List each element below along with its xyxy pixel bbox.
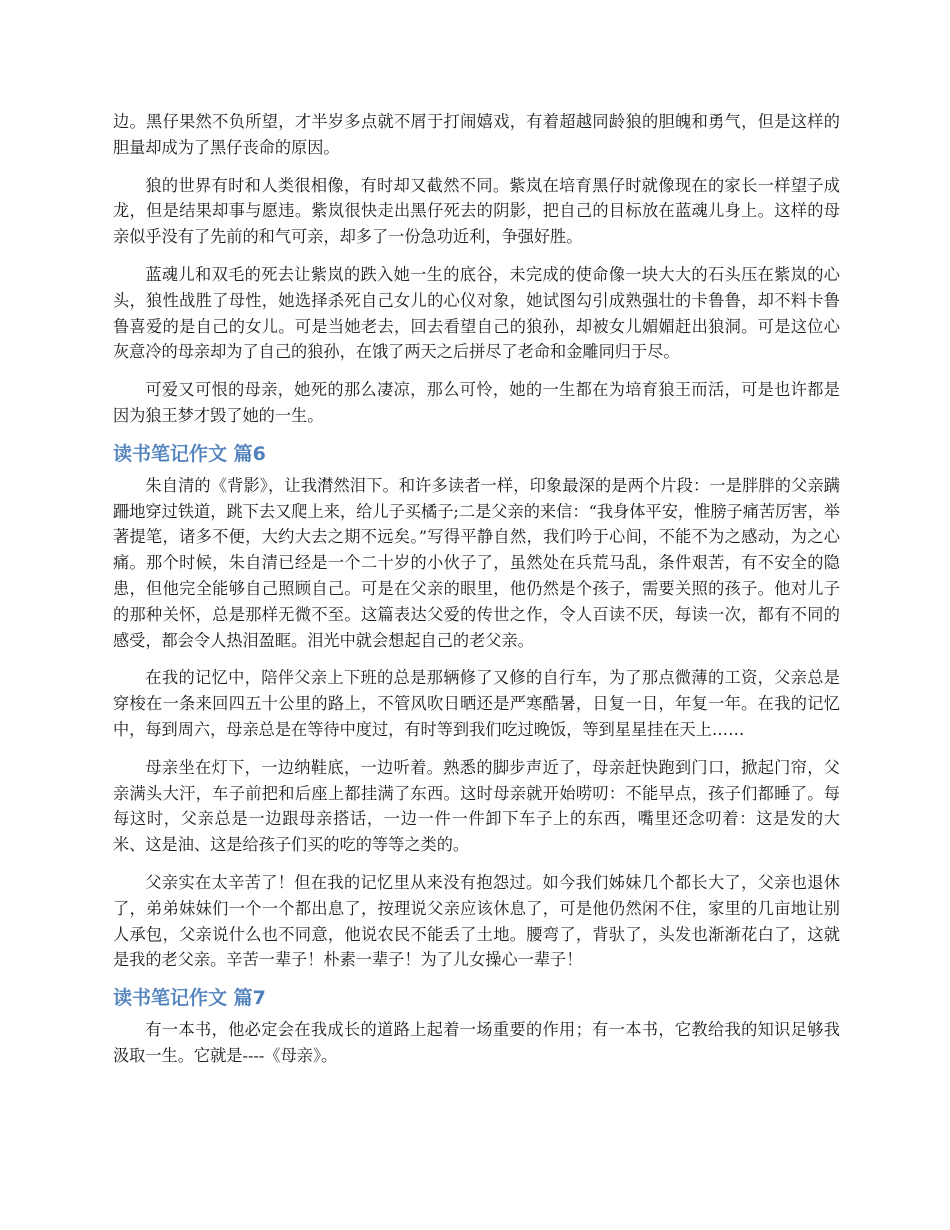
paragraph: 可爱又可恨的母亲，她死的那么凄凉，那么可怜，她的一生都在为培育狼王而活，可是也许都是因为狼王梦才毁了她的一生。 [113,380,840,425]
paragraph: 有一本书，他必定会在我成长的道路上起着一场重要的作用；有一本书，它教给我的知识足够我汲取一生。它就是----《母亲》。 [113,1020,840,1065]
paragraph: 蓝魂儿和双毛的死去让紫岚的跌入她一生的底谷，未完成的使命像一块大大的石头压在紫岚的心头，狼性战胜了母性，她选择杀死自己女儿的心仪对象，她试图勾引成熟强壮的卡鲁鲁，却不料卡鲁鲁喜爱的是自己的女儿。可是当她老去，回去看望自己的狼孙，却被女儿媚媚赶出狼洞。可是这位心灰意冷的母亲却为了自己的狼孙，在饿了两天之后拼尽了老命和金雕同归于尽。 [113,264,840,362]
paragraph: 母亲坐在灯下，一边纳鞋底，一边听着。熟悉的脚步声近了，母亲赶快跑到门口，掀起门帘，父亲满头大汗，车子前把和后座上都挂满了东西。这时母亲就开始唠叨：不能早点，孩子们都睡了。每每这时，父亲总是一边跟母亲搭话，一边一件一件卸下车子上的东西，嘴里还念叨着：这是发的大米、这是油、这是给孩子们买的吃的等等之类的。 [113,757,840,855]
paragraph: 边。黑仔果然不负所望，才半岁多点就不屑于打闹嬉戏，有着超越同龄狼的胆魄和勇气，但是这样的胆量却成为了黑仔丧命的原因。 [113,112,840,157]
paragraph: 在我的记忆中，陪伴父亲上下班的总是那辆修了又修的自行车，为了那点微薄的工资，父亲总是穿梭在一条来回四五十公里的路上，不管风吹日晒还是严寒酷暑，日复一日，年复一年。在我的记忆中，每到周六，母亲总是在等待中度过，有时等到我们吃过晚饭，等到星星挂在天上…… [113,668,840,739]
paragraph: 朱自清的《背影》，让我潸然泪下。和许多读者一样，印象最深的是两个片段：一是胖胖的父亲蹒跚地穿过铁道，跳下去又爬上来，给儿子买橘子;二是父亲的来信：“我身体平安，惟膀子痛苦厉害，举著提笔，诸多不便，大约大去之期不远矣。”写得平静自然，我们吟于心间，不能不为之感动，为之心痛。那个时候，朱自清已经是一个二十岁的小伙子了，虽然处在兵荒马乱，条件艰苦，有不安全的隐患，但他完全能够自己照顾自己。可是在父亲的眼里，他仍然是个孩子，需要关照的孩子。他对儿子的那种关怀，总是那样无微不至。这篇表达父爱的传世之作，令人百读不厌，每读一次，都有不同的感受，都会令人热泪盈眶。泪光中就会想起自己的老父亲。 [113,475,840,650]
section-heading-7: 读书笔记作文 篇7 [113,987,266,1010]
paragraph: 父亲实在太辛苦了！但在我的记忆里从来没有抱怨过。如今我们姊妹几个都长大了，父亲也退休了，弟弟妹妹们一个一个都出息了，按理说父亲应该休息了，可是他仍然闲不住，家里的几亩地让别人承包，父亲说什么也不同意，他说农民不能丢了土地。腰弯了，背驮了，头发也渐渐花白了，这就是我的老父亲。辛苦一辈子！朴素一辈子！为了儿女操心一辈子！ [113,872,840,970]
paragraph: 狼的世界有时和人类很相像，有时却又截然不同。紫岚在培育黑仔时就像现在的家长一样望子成龙，但是结果却事与愿违。紫岚很快走出黑仔死去的阴影，把自己的目标放在蓝魂儿身上。这样的母亲似乎没有了先前的和气可亲，却多了一份急功近利，争强好胜。 [113,175,840,247]
section-heading-6: 读书笔记作文 篇6 [113,442,266,465]
document-page [113,109,840,1081]
